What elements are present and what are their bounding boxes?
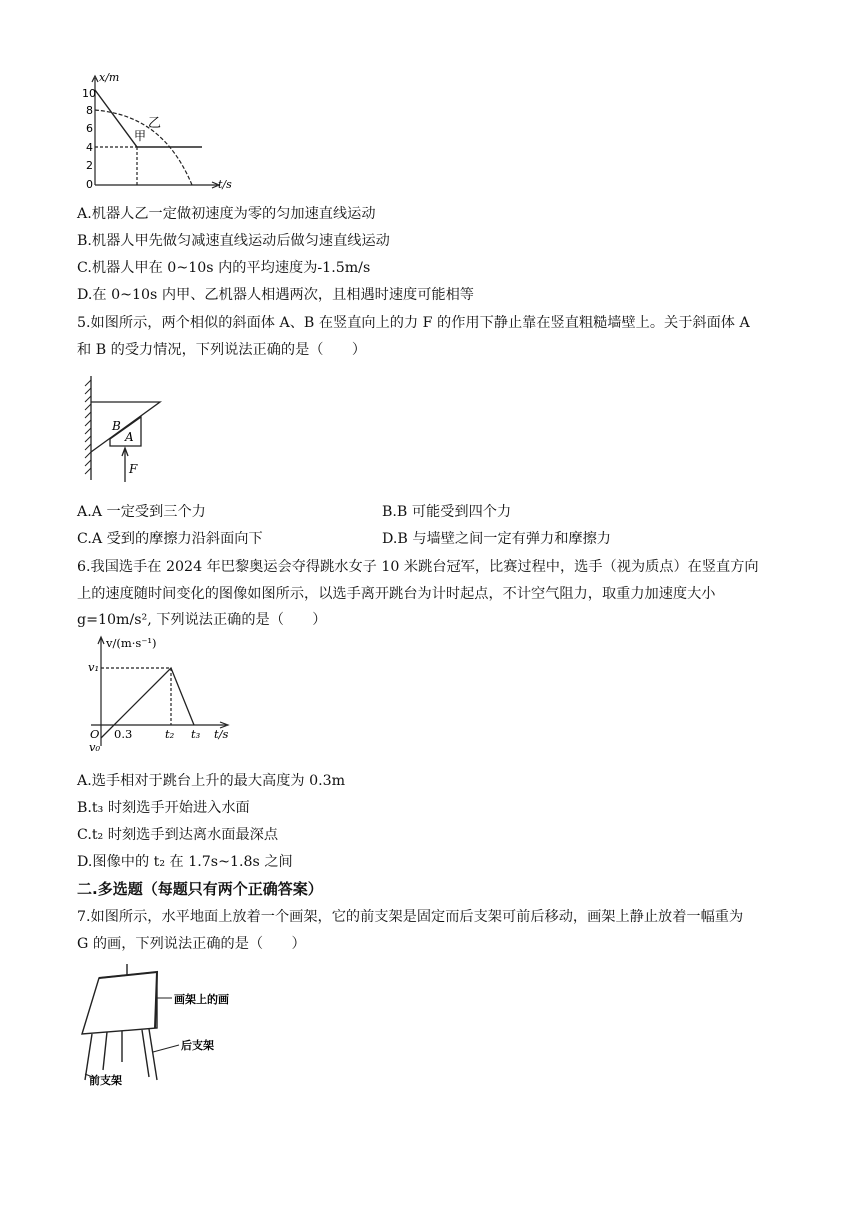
q5-stem-line1: 5.如图所示，两个相似的斜面体 A、B 在竖直向上的力 F 的作用下静止靠在竖直粗糙墙壁上。关于斜面体 A xyxy=(77,315,750,331)
q5-stem-line2: 和 B 的受力情况，下列说法正确的是（ ） xyxy=(77,342,367,358)
figure-wedges-wall xyxy=(78,372,168,487)
fig2-label-b: B xyxy=(112,419,121,433)
q6-option-a: A.选手相对于跳台上升的最大高度为 0.3m xyxy=(77,773,346,789)
fig2-label-a: A xyxy=(125,430,134,444)
fig4-rear-leg-label: 后支架 xyxy=(181,1039,214,1052)
q6-stem-line2: 上的速度随时间变化的图像如图所示，以选手离开跳台为计时起点，不计空气阻力，取重力加速度大小 xyxy=(77,586,716,602)
fig3-v1-label: v₁ xyxy=(88,660,100,674)
section-heading-multi-choice: 二.多选题（每题只有两个正确答案） xyxy=(77,880,323,898)
fig3-origin-label: O xyxy=(90,727,100,741)
q4-option-c: C.机器人甲在 0~10s 内的平均速度为-1.5m/s xyxy=(77,260,371,276)
q7-stem-line1: 7.如图所示，水平地面上放着一个画架，它的前支架是固定而后支架可前后移动，画架上静止放着一幅重为 xyxy=(77,909,744,925)
q7-stem-line2: G 的画，下列说法正确的是（ ） xyxy=(77,936,306,952)
fig1-curve-jia-label: 甲 xyxy=(134,129,147,143)
fig1-x-axis-label: t/s xyxy=(218,178,232,191)
q6-option-b: B.t₃ 时刻选手开始进入水面 xyxy=(77,800,250,816)
figure-easel xyxy=(77,962,257,1090)
fig1-ytick: 0 xyxy=(86,178,93,191)
fig4-front-leg-label: 前支架 xyxy=(89,1074,122,1087)
q5-option-c: C.A 受到的摩擦力沿斜面向下 xyxy=(77,531,263,547)
figure-xt-graph xyxy=(82,70,242,192)
fig1-ytick: 6 xyxy=(86,122,93,135)
fig3-x-axis-label: t/s xyxy=(214,727,229,741)
fig1-ytick: 8 xyxy=(86,104,93,117)
fig3-t3-label: t₃ xyxy=(191,727,201,741)
fig1-curve-yi-label: 乙 xyxy=(148,116,162,131)
q6-option-c: C.t₂ 时刻选手到达离水面最深点 xyxy=(77,827,279,843)
fig4-painting-label: 画架上的画 xyxy=(174,993,229,1006)
figure-vt-graph xyxy=(86,634,246,754)
q4-option-d: D.在 0~10s 内甲、乙机器人相遇两次，且相遇时速度可能相等 xyxy=(77,287,474,303)
fig3-v0-label: v₀ xyxy=(89,740,101,754)
fig2-label-f: F xyxy=(129,462,138,476)
q5-option-a: A.A 一定受到三个力 xyxy=(77,504,206,520)
q6-stem-line1: 6.我国选手在 2024 年巴黎奥运会夺得跳水女子 10 米跳台冠军，比赛过程中，选手（视为质点）在竖直方向 xyxy=(77,559,759,575)
q5-option-d: D.B 与墙壁之间一定有弹力和摩擦力 xyxy=(382,531,611,547)
q4-option-b: B.机器人甲先做匀减速直线运动后做匀速直线运动 xyxy=(77,233,390,249)
q6-stem-line3: g=10m/s², 下列说法正确的是（ ） xyxy=(77,612,327,628)
fig1-y-axis-label: x/m xyxy=(99,71,120,84)
q6-option-d: D.图像中的 t₂ 在 1.7s~1.8s 之间 xyxy=(77,854,293,870)
fig3-y-axis-label: v/(m·s⁻¹) xyxy=(106,636,157,650)
fig1-ytick: 10 xyxy=(82,87,96,100)
q5-option-b: B.B 可能受到四个力 xyxy=(382,504,512,520)
q4-option-a: A.机器人乙一定做初速度为零的匀加速直线运动 xyxy=(77,206,376,222)
fig3-t2-label: t₂ xyxy=(165,727,175,741)
fig1-ytick: 2 xyxy=(86,159,93,172)
fig1-ytick: 4 xyxy=(86,141,93,154)
fig3-t03-label: 0.3 xyxy=(114,727,133,741)
